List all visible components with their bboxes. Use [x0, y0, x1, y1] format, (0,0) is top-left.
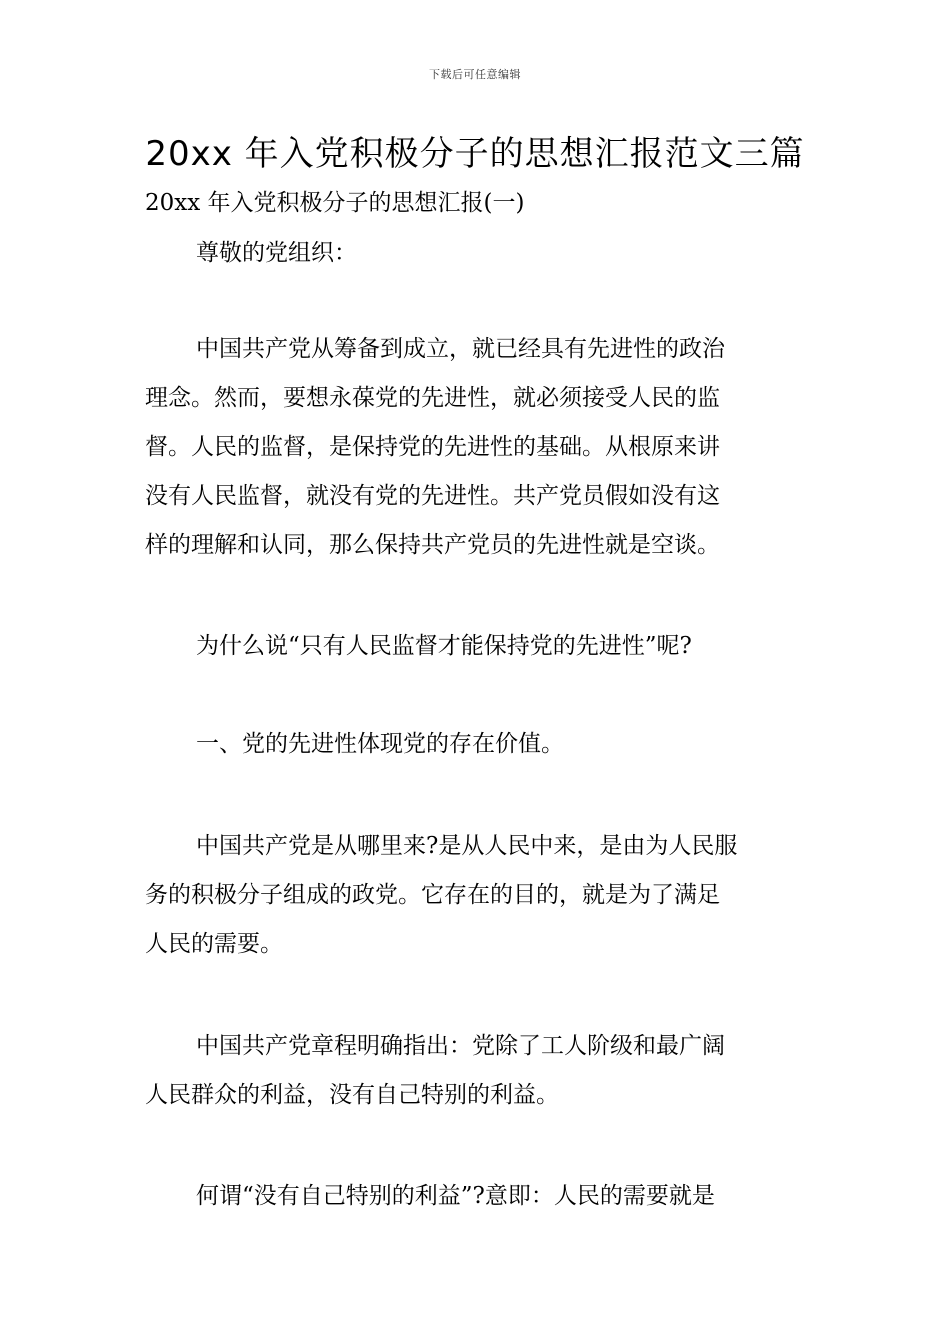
- paragraph: [145, 822, 805, 969]
- paragraph-line: 样的理解和认同，那么保持共产党员的先进性就是空谈。: [145, 532, 720, 558]
- paragraph-line: 中国共产党是从哪里来?是从人民中来，是由为人民服: [196, 833, 738, 859]
- paragraph: [145, 1022, 805, 1120]
- paragraph-line: 理念。然而，要想永葆党的先进性，就必须接受人民的监: [145, 385, 720, 411]
- paragraph-line: 务的积极分子组成的政党。它存在的目的，就是为了满足: [145, 882, 720, 908]
- paragraph: [145, 325, 805, 570]
- paragraph-line: 人民的需要。: [145, 931, 283, 957]
- paragraph: [145, 622, 805, 671]
- paragraph-line: 中国共产党章程明确指出：党除了工人阶级和最广阔: [196, 1033, 725, 1059]
- document-title: 20xx 年入党积极分子的思想汇报范文三篇: [145, 134, 805, 174]
- paragraph-line: 督。人民的监督，是保持党的先进性的基础。从根原来讲: [145, 434, 720, 460]
- paragraph-line: 一、党的先进性体现党的存在价值。: [196, 731, 564, 757]
- section-subtitle: 20xx 年入党积极分子的思想汇报(一): [145, 190, 525, 216]
- header-note: 下载后可任意编辑: [429, 68, 521, 81]
- paragraph-line: 人民群众的利益，没有自己特别的利益。: [145, 1082, 559, 1108]
- paragraph: [145, 720, 805, 769]
- paragraph-line: 何谓“没有自己特别的利益”?意即：人民的需要就是: [196, 1183, 715, 1209]
- paragraph-line: 没有人民监督，就没有党的先进性。共产党员假如没有这: [145, 483, 720, 509]
- paragraph-line: 中国共产党从筹备到成立，就已经具有先进性的政治: [196, 336, 725, 362]
- paragraph-line: 为什么说“只有人民监督才能保持党的先进性”呢?: [196, 633, 692, 659]
- salutation: 尊敬的党组织：: [196, 240, 357, 266]
- paragraph: [145, 1172, 805, 1221]
